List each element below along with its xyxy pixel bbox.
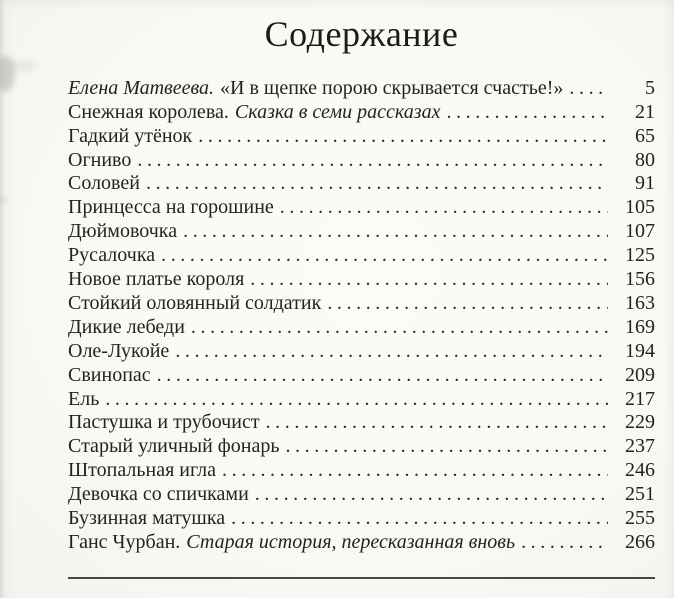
toc-page-number: 21: [635, 100, 655, 123]
toc-page-number: 169: [625, 315, 655, 338]
toc-entry-subtitle: Сказка в семи рассказах: [234, 100, 441, 123]
toc-entry-title: Дикие лебеди: [68, 315, 185, 338]
toc-entry-title: Соловей: [68, 172, 140, 195]
toc-page-number: 80: [635, 148, 655, 171]
toc-row: [68, 196, 655, 220]
toc-page-number: 209: [625, 363, 655, 386]
toc-dot-leader: [198, 125, 608, 149]
toc-dot-leader: [569, 77, 608, 101]
toc-page-number: 255: [625, 507, 655, 530]
toc-entry-title: Оле-Лукойе: [68, 339, 170, 362]
toc-page-number: 194: [625, 339, 655, 362]
toc-row: [68, 316, 655, 340]
toc-entry-title: Дюймовочка: [68, 220, 178, 243]
toc-page-number: 5: [645, 76, 655, 99]
toc-page-number: 156: [625, 268, 655, 291]
toc-entry-title: Огниво: [68, 148, 132, 171]
toc-row: [68, 388, 655, 412]
toc-dot-leader: [146, 172, 608, 196]
toc-entry-title: Ель: [68, 387, 100, 410]
toc-entry-subtitle: Старая история, пересказанная вновь: [186, 531, 516, 554]
toc-dot-leader: [105, 388, 608, 412]
toc-page-number: 229: [625, 411, 655, 434]
toc-row: [68, 340, 655, 364]
toc-row: [68, 244, 655, 268]
toc-dot-leader: [183, 220, 608, 244]
toc-page-number: 266: [625, 531, 655, 554]
toc-entry-title: Принцесса на горошине: [68, 196, 274, 219]
scan-artifact: [0, 60, 38, 72]
toc-dot-leader: [250, 268, 608, 292]
toc-dot-leader: [161, 244, 608, 268]
page-content: [68, 0, 655, 579]
page-title: Содержание: [264, 14, 459, 54]
toc-dot-leader: [280, 196, 608, 220]
toc-dot-leader: [137, 149, 608, 173]
toc-entry-title: Русалочка: [68, 244, 156, 267]
toc-row: [68, 435, 655, 459]
toc-dot-leader: [255, 483, 608, 507]
toc-entry-title: «И в щепке порою скрывается счастье!»: [220, 76, 564, 99]
scan-artifact: [0, 196, 8, 204]
toc-row: [68, 77, 655, 101]
toc-page-number: 163: [625, 291, 655, 314]
scan-artifact: [0, 56, 15, 92]
toc-page-number: 107: [625, 220, 655, 243]
toc-dot-leader: [231, 507, 608, 531]
toc-entry-title: Ганс Чурбан.: [68, 531, 181, 554]
toc-entry-title: Пастушка и трубочист: [68, 411, 260, 434]
toc-page-number: 246: [625, 459, 655, 482]
toc-entry-title: Свинопас: [68, 363, 151, 386]
toc-entry-title: Гадкий утёнок: [68, 124, 193, 147]
toc-dot-leader: [191, 316, 608, 340]
toc-dot-leader: [285, 435, 608, 459]
toc-row: [68, 292, 655, 316]
toc-page-number: 65: [635, 124, 655, 147]
toc-row: [68, 364, 655, 388]
toc-dot-leader: [222, 459, 608, 483]
toc-page-number: 125: [625, 244, 655, 267]
toc-row: [68, 411, 655, 435]
toc-entry-title: Бузинная матушка: [68, 507, 226, 530]
toc-dot-leader: [157, 364, 608, 388]
toc-page-number: 251: [625, 483, 655, 506]
toc-list: [68, 77, 655, 555]
toc-dot-leader: [446, 101, 608, 125]
toc-dot-leader: [327, 292, 608, 316]
toc-entry-title: Штопальная игла: [68, 459, 217, 482]
toc-row: [68, 125, 655, 149]
toc-row: [68, 172, 655, 196]
toc-page-number: 91: [635, 172, 655, 195]
toc-page-number: 237: [625, 435, 655, 458]
toc-page-number: 217: [625, 387, 655, 410]
toc-row: [68, 459, 655, 483]
toc-row: [68, 101, 655, 125]
toc-row: [68, 220, 655, 244]
toc-entry-title: Стойкий оловянный солдатик: [68, 291, 322, 314]
toc-page-number: 105: [625, 196, 655, 219]
toc-row: [68, 507, 655, 531]
toc-row: [68, 149, 655, 173]
toc-entry-title: Девочка со спичками: [68, 483, 249, 506]
toc-dot-leader: [521, 531, 608, 555]
toc-dot-leader: [175, 340, 608, 364]
toc-dot-leader: [266, 411, 608, 435]
toc-entry-title: Старый уличный фонарь: [68, 435, 280, 458]
toc-entry-title: Новое платье короля: [68, 268, 245, 291]
bottom-rule: [68, 577, 655, 579]
toc-row: [68, 483, 655, 507]
toc-entry-author: Елена Матвеева.: [68, 76, 215, 99]
toc-entry-title: Снежная королева.: [68, 100, 229, 123]
toc-row: [68, 531, 655, 555]
toc-row: [68, 268, 655, 292]
